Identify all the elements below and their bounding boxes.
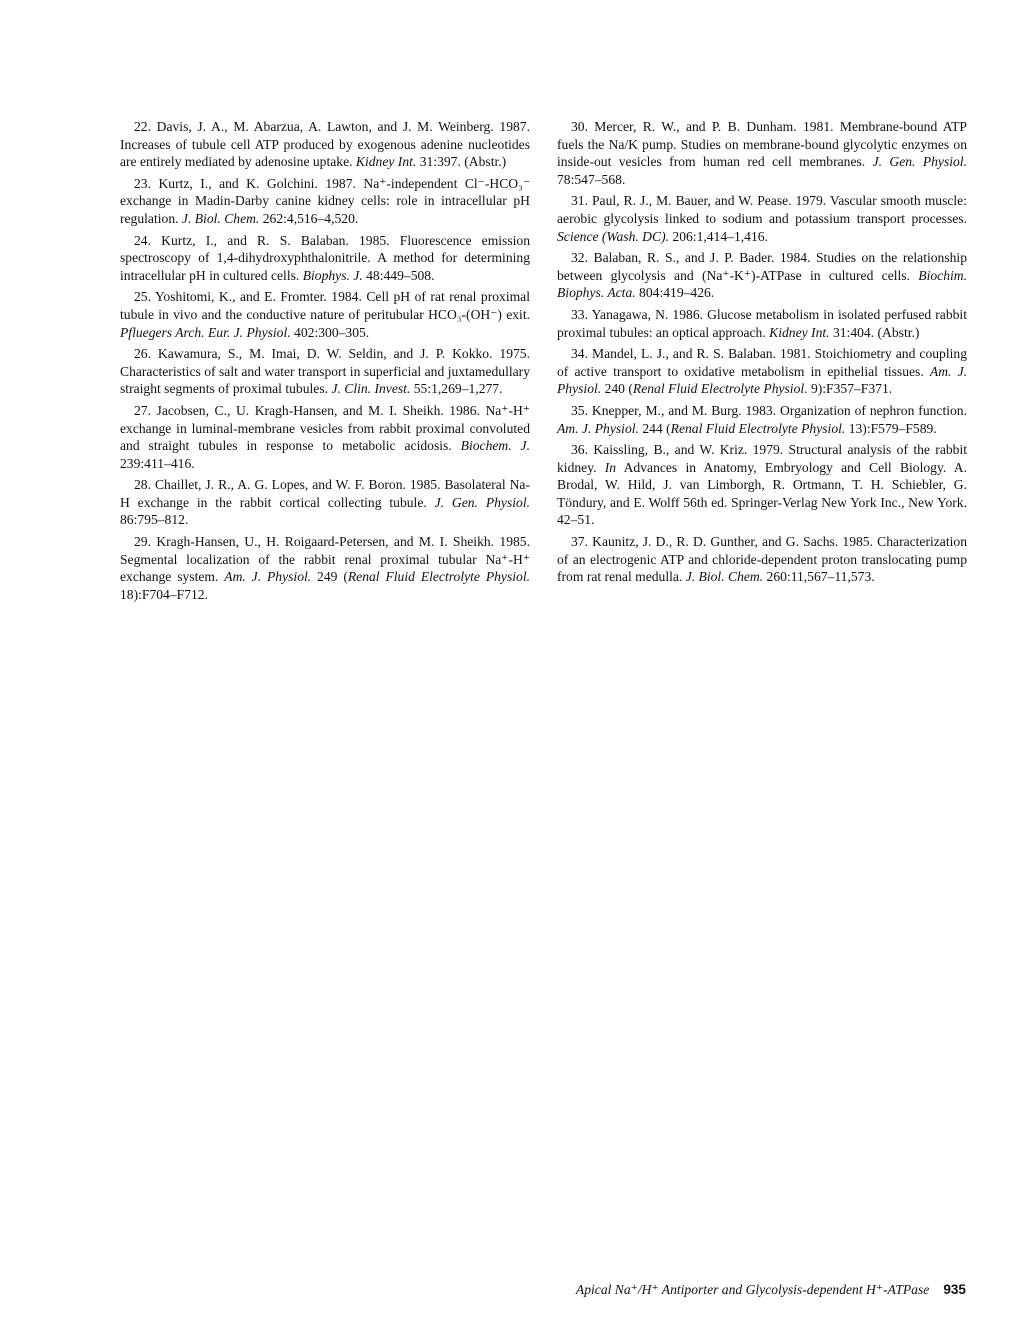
page-footer (552, 1282, 966, 1298)
page-number: 935 (943, 1282, 966, 1297)
reference-33: 33. Yanagawa, N. 1986. Glucose metabolism in isolated perfused rabbit proximal tubules: an optical approach. Kidney Int. 31:404. (Abstr.) (557, 306, 967, 340)
running-title: Apical Na⁺/H⁺ Antiporter and Glycolysis-dependent H⁺-ATPase (575, 1282, 930, 1297)
reference-25: 25. Yoshitomi, K., and E. Fromter. 1984. Cell pH of rat renal proximal tubule in vivo and the conductive nature of peritubular HCO₃-(OH⁻) exit. Pfluegers Arch. Eur. J. Physiol. 402:300–305. (120, 289, 530, 340)
reference-32: 32. Balaban, R. S., and J. P. Bader. 1984. Studies on the relationship between glycolysis and (Na⁺-K⁺)-ATPase in cultured cells. Biochim. Biophys. Acta. 804:419–426. (557, 250, 967, 301)
reference-30: 30. Mercer, R. W., and P. B. Dunham. 1981. Membrane-bound ATP fuels the Na/K pump. Studies on membrane-bound glycolytic enzymes on inside-out vesicles from human red cell membranes. J. Gen. Physiol. 78:547–568. (557, 119, 967, 187)
reference-28: 28. Chaillet, J. R., A. G. Lopes, and W. F. Boron. 1985. Basolateral Na-H exchange in the rabbit cortical collecting tubule. J. Gen. Physiol. 86:795–812. (120, 477, 530, 528)
reference-26: 26. Kawamura, S., M. Imai, D. W. Seldin, and J. P. Kokko. 1975. Characteristics of salt and water transport in superficial and juxtamedullary straight segments of proximal tubules. J. Clin. Invest. 55:1,269–1,277. (120, 346, 530, 397)
reference-36: 36. Kaissling, B., and W. Kriz. 1979. Structural analysis of the rabbit kidney. In Advances in Anatomy, Embryology and Cell Biology. A. Brodal, W. Hild, J. van Limborgh, R. Ortmann, T. H. Schiebler, G. Töndury, and E. Wolff 56th ed. Springer-Verlag New York Inc., New York. 42–51. (557, 442, 967, 528)
references-left-column (120, 118, 530, 607)
reference-31: 31. Paul, R. J., M. Bauer, and W. Pease. 1979. Vascular smooth muscle: aerobic glycolysis linked to sodium and potassium transport processes. Science (Wash. DC). 206:1,414–1,416. (557, 193, 967, 244)
reference-22: 22. Davis, J. A., M. Abarzua, A. Lawton, and J. M. Weinberg. 1987. Increases of tubule cell ATP produced by exogenous adenine nucleotides are entirely mediated by adenosine uptake. Kidney Int. 31:397. (Abstr.) (120, 119, 530, 170)
references-right-column (557, 118, 967, 590)
reference-35: 35. Knepper, M., and M. Burg. 1983. Organization of nephron function. Am. J. Physiol. 244 (Renal Fluid Electrolyte Physiol. 13):F579–F589. (557, 402, 967, 436)
reference-37: 37. Kaunitz, J. D., R. D. Gunther, and G. Sachs. 1985. Characterization of an electrogenic ATP and chloride-dependent proton translocating pump from rat renal medulla. J. Biol. Chem. 260:11,567–11,573. (557, 534, 967, 585)
reference-27: 27. Jacobsen, C., U. Kragh-Hansen, and M. I. Sheikh. 1986. Na⁺-H⁺ exchange in luminal-membrane vesicles from rabbit proximal convoluted and straight tubules in response to metabolic acidosis. Biochem. J. 239:411–416. (120, 402, 530, 471)
reference-24: 24. Kurtz, I., and R. S. Balaban. 1985. Fluorescence emission spectroscopy of 1,4-dihydroxyphthalonitrile. A method for determining intracellular pH in cultured cells. Biophys. J. 48:449–508. (120, 232, 530, 283)
reference-34: 34. Mandel, L. J., and R. S. Balaban. 1981. Stoichiometry and coupling of active transport to oxidative metabolism in epithelial tissues. Am. J. Physiol. 240 (Renal Fluid Electrolyte Physiol. 9):F357–F371. (557, 346, 967, 397)
reference-23: 23. Kurtz, I., and K. Golchini. 1987. Na⁺-independent Cl⁻-HCO₃⁻ exchange in Madin-Darby canine kidney cells: role in intracellular pH regulation. J. Biol. Chem. 262:4,516–4,520. (120, 175, 530, 226)
reference-29: 29. Kragh-Hansen, U., H. Roigaard-Petersen, and M. I. Sheikh. 1985. Segmental localization of the rabbit renal proximal tubular Na⁺-H⁺ exchange system. Am. J. Physiol. 249 (Renal Fluid Electrolyte Physiol. 18):F704–F712. (120, 534, 531, 602)
